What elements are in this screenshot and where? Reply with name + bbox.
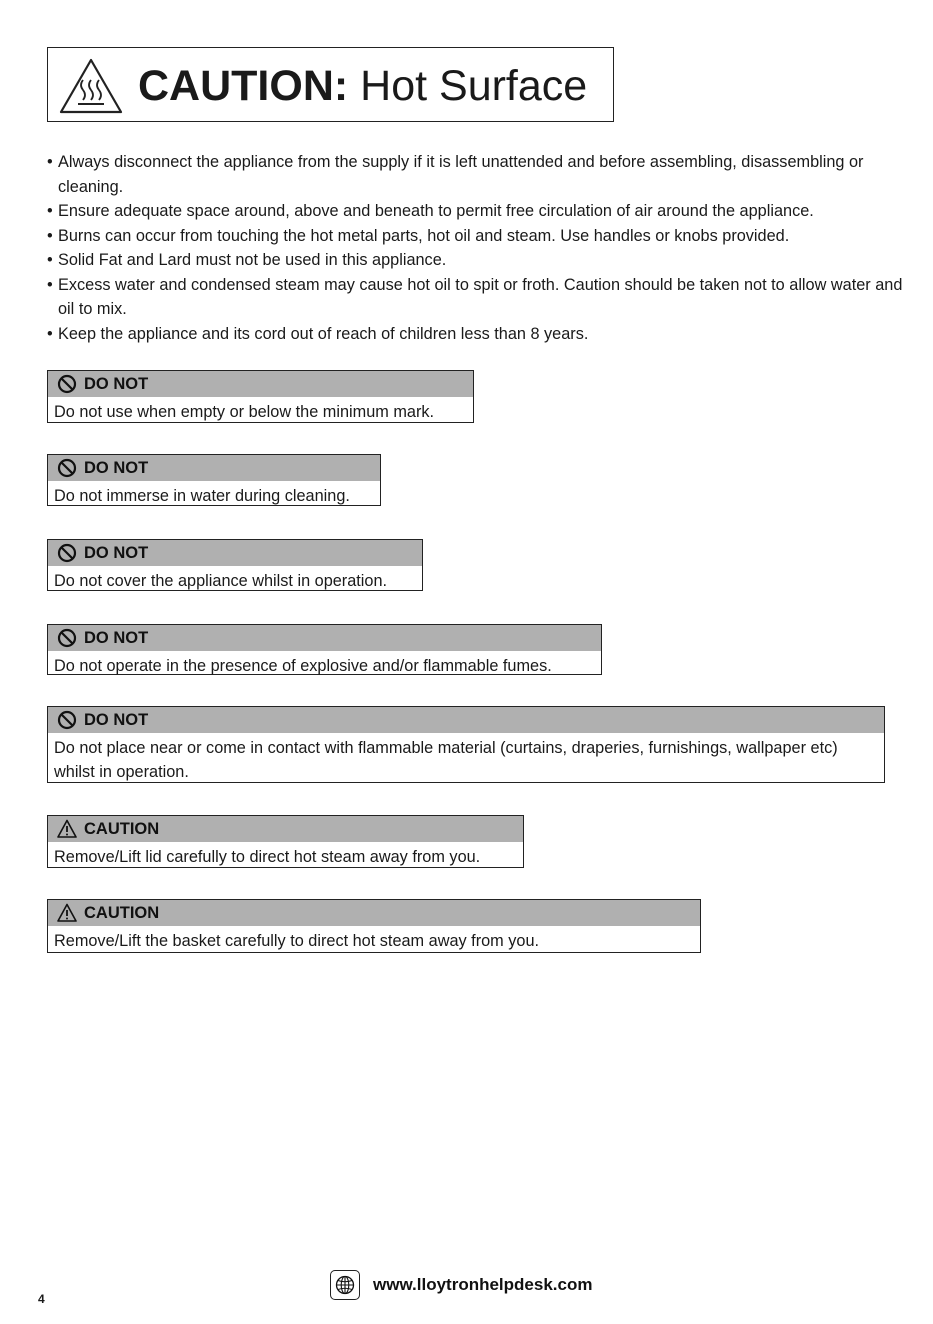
title-strong: CAUTION: [138,62,349,110]
bullet-item: • Keep the appliance and its cord out of reach of children less than 8 years. [47,322,917,347]
warning-triangle-icon [57,903,77,923]
notice-label: DO NOT [84,543,149,562]
prohibited-icon [57,628,77,648]
page-title [138,61,587,111]
do-not-notice [47,706,885,783]
notice-header [48,371,473,397]
notice-header [48,455,380,481]
bullet-item: • Always disconnect the appliance from the supply if it is left unattended and before assembling, disassembling or cleaning. [47,150,917,199]
caution-title-box [47,47,614,122]
prohibited-icon [57,543,77,563]
caution-notice [47,899,701,953]
do-not-notice [47,624,602,675]
bullet-item: • Burns can occur from touching the hot metal parts, hot oil and steam. Use handles or knobs provided. [47,224,917,249]
notice-header [48,900,700,926]
globe-icon [330,1270,360,1300]
title-rest: Hot Surface [360,62,588,110]
hot-surface-warning-icon [59,58,123,114]
helpdesk-url[interactable]: www.lloytronhelpdesk.com [373,1275,593,1294]
notice-text: Do not operate in the presence of explosive and/or flammable fumes. [54,657,552,675]
notice-text: Do not place near or come in contact with flammable material (curtains, draperies, furnishings, wallpaper etc) whilst in operation. [54,739,838,781]
prohibited-icon [57,458,77,478]
notice-text: Remove/Lift lid carefully to direct hot steam away from you. [54,848,481,866]
notice-header [48,707,884,733]
page-number: 4 [38,1292,45,1306]
notice-label: DO NOT [84,628,149,647]
helpdesk-link[interactable] [330,1268,592,1302]
prohibited-icon [57,710,77,730]
bullet-item: • Solid Fat and Lard must not be used in this appliance. [47,248,917,273]
bullet-item: • Ensure adequate space around, above and beneath to permit free circulation of air around the appliance. [47,199,917,224]
bullet-item: • Excess water and condensed steam may cause hot oil to spit or froth. Caution should be taken not to allow water and oil to mix. [47,273,917,322]
notice-header [48,625,601,651]
do-not-notice [47,454,381,506]
notice-text: Do not cover the appliance whilst in operation. [54,572,388,590]
notice-text: Remove/Lift the basket carefully to direct hot steam away from you. [54,932,540,950]
notice-header [48,816,523,842]
safety-bullet-list [47,150,917,346]
notice-text: Do not use when empty or below the minimum mark. [54,403,435,421]
notice-label: DO NOT [84,374,149,393]
notice-label: DO NOT [84,458,149,477]
warning-triangle-icon [57,819,77,839]
do-not-notice [47,370,474,423]
notice-label: DO NOT [84,710,149,729]
caution-notice [47,815,524,868]
notice-label: CAUTION [84,819,160,838]
notice-text: Do not immerse in water during cleaning. [54,487,350,505]
notice-label: CAUTION [84,903,160,922]
prohibited-icon [57,374,77,394]
notice-header [48,540,422,566]
do-not-notice [47,539,423,591]
